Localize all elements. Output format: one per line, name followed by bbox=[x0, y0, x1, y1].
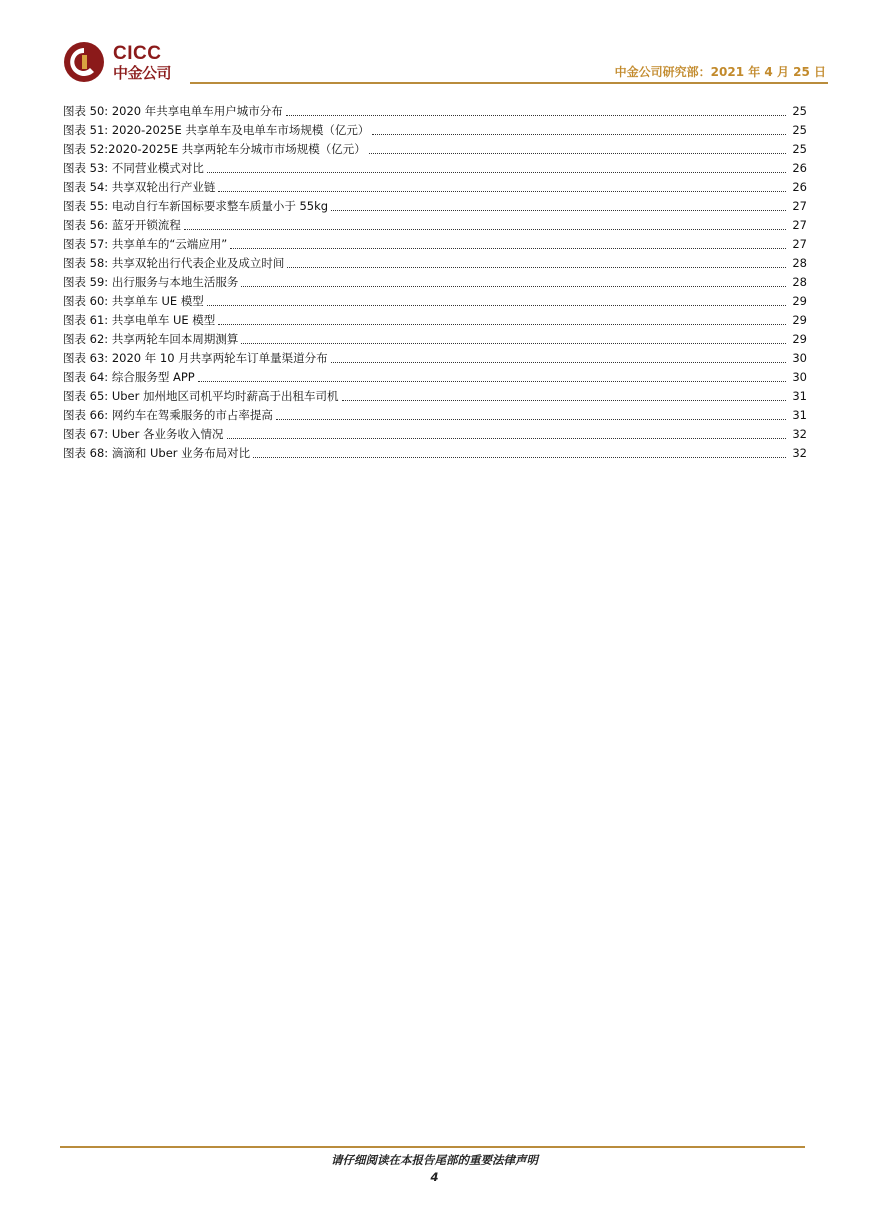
toc-entry-page: 27 bbox=[792, 199, 807, 213]
toc-entry-page: 25 bbox=[792, 142, 807, 156]
toc-entry-page: 27 bbox=[792, 237, 807, 251]
toc-entry-label: 图表 56: 蓝牙开锁流程 bbox=[63, 218, 181, 232]
header-divider bbox=[190, 82, 828, 84]
toc-entry[interactable] bbox=[63, 443, 807, 462]
toc-entry-label: 图表 55: 电动自行车新国标要求整车质量小于 55kg bbox=[63, 199, 329, 213]
toc-entry[interactable] bbox=[63, 405, 807, 424]
toc-leader-dots bbox=[331, 209, 786, 211]
toc-entry[interactable] bbox=[63, 386, 807, 405]
toc-entry-page: 29 bbox=[792, 294, 807, 308]
toc-leader-dots bbox=[198, 380, 786, 382]
cicc-logo bbox=[63, 41, 183, 85]
toc-leader-dots bbox=[241, 285, 786, 287]
toc-entry-label: 图表 67: Uber 各业务收入情况 bbox=[63, 427, 224, 441]
toc-leader-dots bbox=[369, 152, 786, 154]
toc-entry[interactable] bbox=[63, 367, 807, 386]
toc-entry-label: 图表 51: 2020-2025E 共享单车及电单车市场规模（亿元） bbox=[63, 123, 370, 137]
toc-leader-dots bbox=[227, 437, 787, 439]
toc-entry-page: 31 bbox=[792, 408, 807, 422]
toc-entry-page: 28 bbox=[792, 275, 807, 289]
toc-entry-label: 图表 58: 共享双轮出行代表企业及成立时间 bbox=[63, 256, 285, 270]
toc-entry[interactable] bbox=[63, 424, 807, 443]
toc-leader-dots bbox=[286, 114, 786, 116]
toc-entry[interactable] bbox=[63, 215, 807, 234]
toc-entry-page: 32 bbox=[792, 427, 807, 441]
cicc-logo-icon bbox=[63, 41, 105, 83]
toc-entry[interactable] bbox=[63, 120, 807, 139]
toc-entry-label: 图表 61: 共享电单车 UE 模型 bbox=[63, 313, 216, 327]
toc-leader-dots bbox=[218, 190, 786, 192]
toc-entry-label: 图表 65: Uber 加州地区司机平均时薪高于出租车司机 bbox=[63, 389, 339, 403]
toc-entry-label: 图表 59: 出行服务与本地生活服务 bbox=[63, 275, 239, 289]
toc-entry[interactable] bbox=[63, 272, 807, 291]
toc-entry[interactable] bbox=[63, 253, 807, 272]
toc-entry-page: 30 bbox=[792, 370, 807, 384]
toc-entry-page: 32 bbox=[792, 446, 807, 460]
toc-leader-dots bbox=[241, 342, 786, 344]
toc-leader-dots bbox=[230, 247, 786, 249]
toc-entry[interactable] bbox=[63, 348, 807, 367]
toc-entry-label: 图表 53: 不同营业模式对比 bbox=[63, 161, 204, 175]
toc-leader-dots bbox=[207, 171, 786, 173]
toc-entry[interactable] bbox=[63, 139, 807, 158]
toc-entry-page: 30 bbox=[792, 351, 807, 365]
figure-list bbox=[63, 101, 807, 462]
toc-entry-label: 图表 50: 2020 年共享电单车用户城市分布 bbox=[63, 104, 283, 118]
toc-entry-label: 图表 66: 网约车在驾乘服务的市占率提高 bbox=[63, 408, 273, 422]
toc-entry-label: 图表 68: 滴滴和 Uber 业务布局对比 bbox=[63, 446, 251, 460]
toc-entry-page: 26 bbox=[792, 161, 807, 175]
footer-disclaimer: 请仔细阅读在本报告尾部的重要法律声明 bbox=[331, 1153, 538, 1167]
toc-entry-page: 27 bbox=[792, 218, 807, 232]
toc-entry-page: 25 bbox=[792, 104, 807, 118]
toc-leader-dots bbox=[218, 323, 786, 325]
toc-entry-label: 图表 63: 2020 年 10 月共享两轮车订单量渠道分布 bbox=[63, 351, 328, 365]
toc-entry[interactable] bbox=[63, 158, 807, 177]
page-number: 4 bbox=[430, 1170, 439, 1184]
toc-entry[interactable] bbox=[63, 101, 807, 120]
toc-leader-dots bbox=[184, 228, 786, 230]
toc-leader-dots bbox=[287, 266, 786, 268]
toc-entry[interactable] bbox=[63, 291, 807, 310]
toc-entry-page: 26 bbox=[792, 180, 807, 194]
toc-leader-dots bbox=[276, 418, 786, 420]
logo-text-en: CICC bbox=[113, 43, 162, 64]
toc-entry-label: 图表 62: 共享两轮车回本周期测算 bbox=[63, 332, 239, 346]
toc-leader-dots bbox=[372, 133, 786, 135]
toc-entry-label: 图表 64: 综合服务型 APP bbox=[63, 370, 195, 384]
toc-leader-dots bbox=[342, 399, 787, 401]
toc-entry[interactable] bbox=[63, 196, 807, 215]
toc-leader-dots bbox=[207, 304, 786, 306]
toc-entry-page: 25 bbox=[792, 123, 807, 137]
logo-text-cn: 中金公司 bbox=[113, 64, 172, 82]
toc-entry-page: 29 bbox=[792, 313, 807, 327]
toc-entry-label: 图表 54: 共享双轮出行产业链 bbox=[63, 180, 216, 194]
toc-entry-label: 图表 60: 共享单车 UE 模型 bbox=[63, 294, 204, 308]
toc-entry[interactable] bbox=[63, 177, 807, 196]
toc-entry-page: 31 bbox=[792, 389, 807, 403]
toc-leader-dots bbox=[253, 456, 786, 458]
toc-entry-page: 29 bbox=[792, 332, 807, 346]
toc-entry-label: 图表 52:2020-2025E 共享两轮车分城市市场规模（亿元） bbox=[63, 142, 366, 156]
toc-entry[interactable] bbox=[63, 234, 807, 253]
footer-divider bbox=[60, 1146, 805, 1148]
toc-entry[interactable] bbox=[63, 310, 807, 329]
toc-entry-page: 28 bbox=[792, 256, 807, 270]
toc-entry-label: 图表 57: 共享单车的“云端应用” bbox=[63, 237, 228, 251]
header-department-date: 中金公司研究部：2021 年 4 月 25 日 bbox=[614, 65, 826, 79]
toc-entry[interactable] bbox=[63, 329, 807, 348]
toc-leader-dots bbox=[331, 361, 786, 363]
